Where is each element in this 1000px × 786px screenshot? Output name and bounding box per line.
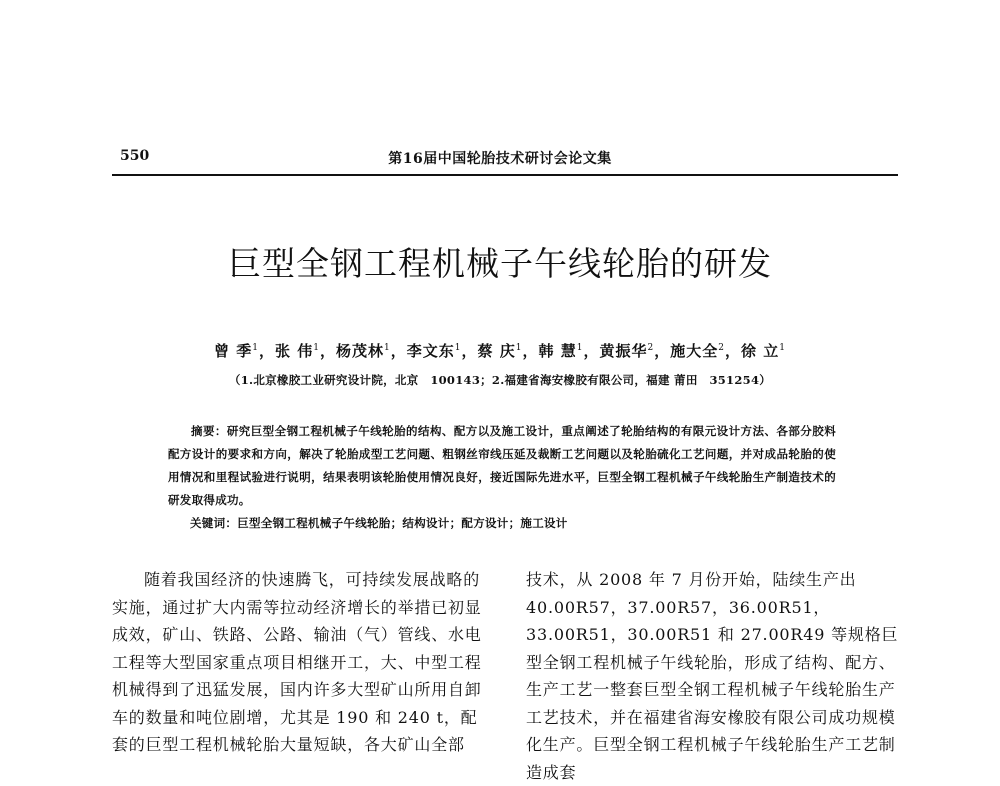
author-name: 蔡 庆 (477, 342, 516, 360)
body-paragraph: 随着我国经济的快速腾飞，可持续发展战略的实施，通过扩大内需等拉动经济增长的举措已初显成效，矿山、铁路、公路、输油（气）管线、水电工程等大型国家重点项目相继开工，大、中型工程机械得到了迅猛发展，国内许多大型矿山所用自卸车的数量和吨位剧增，尤其是 190 和 240 t，配套的巨型工程机械轮胎大量短缺，各大矿山全部 (112, 570, 482, 754)
author (214, 342, 259, 360)
author-name: 杨茂林 (335, 342, 384, 360)
author (599, 342, 654, 360)
page-number: 550 (120, 148, 150, 164)
author (539, 342, 584, 360)
author-list (0, 340, 1000, 361)
author-affiliation-mark: 2 (647, 343, 655, 353)
author-affiliation-mark: 2 (718, 343, 725, 353)
body-left-column (112, 566, 492, 759)
author-affiliation-mark: 1 (252, 343, 259, 353)
author (670, 342, 725, 360)
author-separator: ， (522, 342, 539, 360)
paper-title: 巨型全钢工程机械子午线轮胎的研发 (228, 244, 772, 283)
affiliation: （1.北京橡胶工业研究设计院，北京 100143；2.福建省海安橡胶有限公司，福建 莆田 351254） (228, 373, 772, 387)
author-separator: ， (319, 342, 336, 360)
author-name: 徐 立 (741, 342, 780, 360)
author-separator: ， (725, 342, 742, 360)
author-affiliation-mark: 1 (313, 343, 320, 353)
author-affiliation-mark: 1 (454, 343, 462, 353)
author (336, 342, 391, 360)
author-affiliation-mark: 1 (384, 343, 391, 353)
author-name: 韩 慧 (538, 342, 577, 360)
author-separator: ， (461, 342, 478, 360)
author-separator: ， (583, 342, 600, 360)
author-name: 李文东 (406, 342, 455, 360)
author-name: 张 伟 (275, 342, 314, 360)
author-separator: ， (654, 342, 671, 360)
author-affiliation-mark: 1 (515, 343, 523, 353)
body-paragraph: 技术，从 2008 年 7 月份开始，陆续生产出 40.00R57，37.00R57，36.00R51，33.00R51，30.00R51 和 27.00R49 等规格巨型全钢工程机械子午线轮胎，形成了结构、配方、生产工艺一整套巨型全钢工程机械子午线轮胎生产工艺技术，并在福建省海安橡胶有限公司成功规模化生产。巨型全钢工程机械子午线轮胎生产工艺制造成套 (526, 570, 899, 782)
author-affiliation-mark: 1 (576, 343, 584, 353)
author-name: 黄振华 (599, 342, 648, 360)
author-name: 曾 季 (214, 342, 253, 360)
author (407, 342, 462, 360)
keywords: 关键词：巨型全钢工程机械子午线轮胎；结构设计；配方设计；施工设计 (190, 516, 568, 530)
abstract (168, 420, 836, 512)
header-rule (112, 174, 898, 176)
abstract-text: 摘要：研究巨型全钢工程机械子午线轮胎的结构、配方以及施工设计，重点阐述了轮胎结构的有限元设计方法、各部分胶料配方设计的要求和方向，解决了轮胎成型工艺问题、粗钢丝帘线压延及裁断工艺问题以及轮胎硫化工艺问题，并对成品轮胎的使用情况和里程试验进行说明，结果表明该轮胎使用情况良好，接近国际先进水平，巨型全钢工程机械子午线轮胎生产制造技术的研发取得成功。 (168, 424, 836, 507)
author-separator: ， (390, 342, 407, 360)
author-affiliation-mark: 1 (779, 343, 786, 353)
author (275, 342, 320, 360)
author (478, 342, 523, 360)
author-separator: ， (258, 342, 275, 360)
body-right-column (526, 566, 906, 786)
running-title: 第16届中国轮胎技术研讨会论文集 (388, 151, 612, 167)
author (741, 342, 786, 360)
author-name: 施大全 (670, 342, 719, 360)
